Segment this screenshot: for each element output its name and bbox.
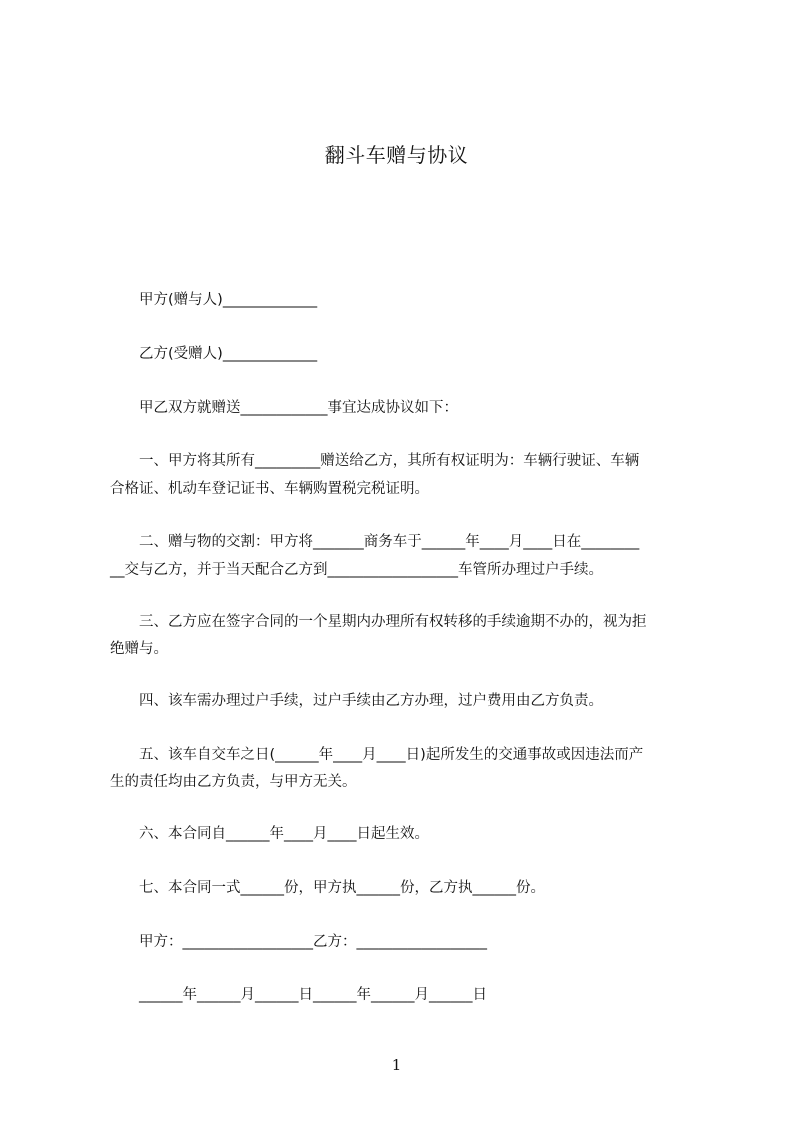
clause-7-paragraph: 七、本合同一式______份，甲方执______份，乙方执______份。 bbox=[110, 880, 545, 896]
party-a-line: 甲方(赠与人)_____________ bbox=[110, 292, 318, 308]
party-b-line: 乙方(受赠人)_____________ bbox=[110, 346, 318, 362]
clause-2-line-1: 二、赠与物的交割：甲方将_______商务车于______年____月____日在________ bbox=[110, 534, 640, 550]
clause-5-line-1: 五、该车自交车之日(______年____月____日)起所发生的交通事故或因违法而产 bbox=[110, 747, 644, 763]
clause-3-line-2: 绝赠与。 bbox=[110, 641, 168, 657]
clause-6-paragraph: 六、本合同自______年____月____日起生效。 bbox=[110, 826, 429, 842]
clause-1-line-2: 合格证、机动车登记证书、车辆购置税完税证明。 bbox=[110, 481, 429, 497]
document-title: 翻斗车赠与协议 bbox=[324, 143, 469, 167]
signature-line: 甲方：__________________乙方：__________________ bbox=[110, 934, 487, 950]
date-line: ______年______月______日______年______月______日 bbox=[110, 987, 487, 1003]
clause-3-line-1: 三、乙方应在签字合同的一个星期内办理所有权转移的手续逾期不办的，视为拒 bbox=[110, 614, 647, 630]
intro-paragraph: 甲乙双方就赠送____________事宜达成协议如下： bbox=[110, 400, 458, 416]
clause-2-line-2: __交与乙方，并于当天配合乙方到__________________车管所办理过户手续。 bbox=[110, 562, 603, 578]
clause-5-line-2: 生的责任均由乙方负责，与甲方无关。 bbox=[110, 774, 357, 790]
page-number: 1 bbox=[391, 1056, 402, 1074]
clause-1-line-1: 一、甲方将其所有_________赠送给乙方，其所有权证明为：车辆行驶证、车辆 bbox=[110, 453, 640, 469]
clause-4-paragraph: 四、该车需办理过户手续，过户手续由乙方办理，过户费用由乙方负责。 bbox=[110, 693, 603, 709]
